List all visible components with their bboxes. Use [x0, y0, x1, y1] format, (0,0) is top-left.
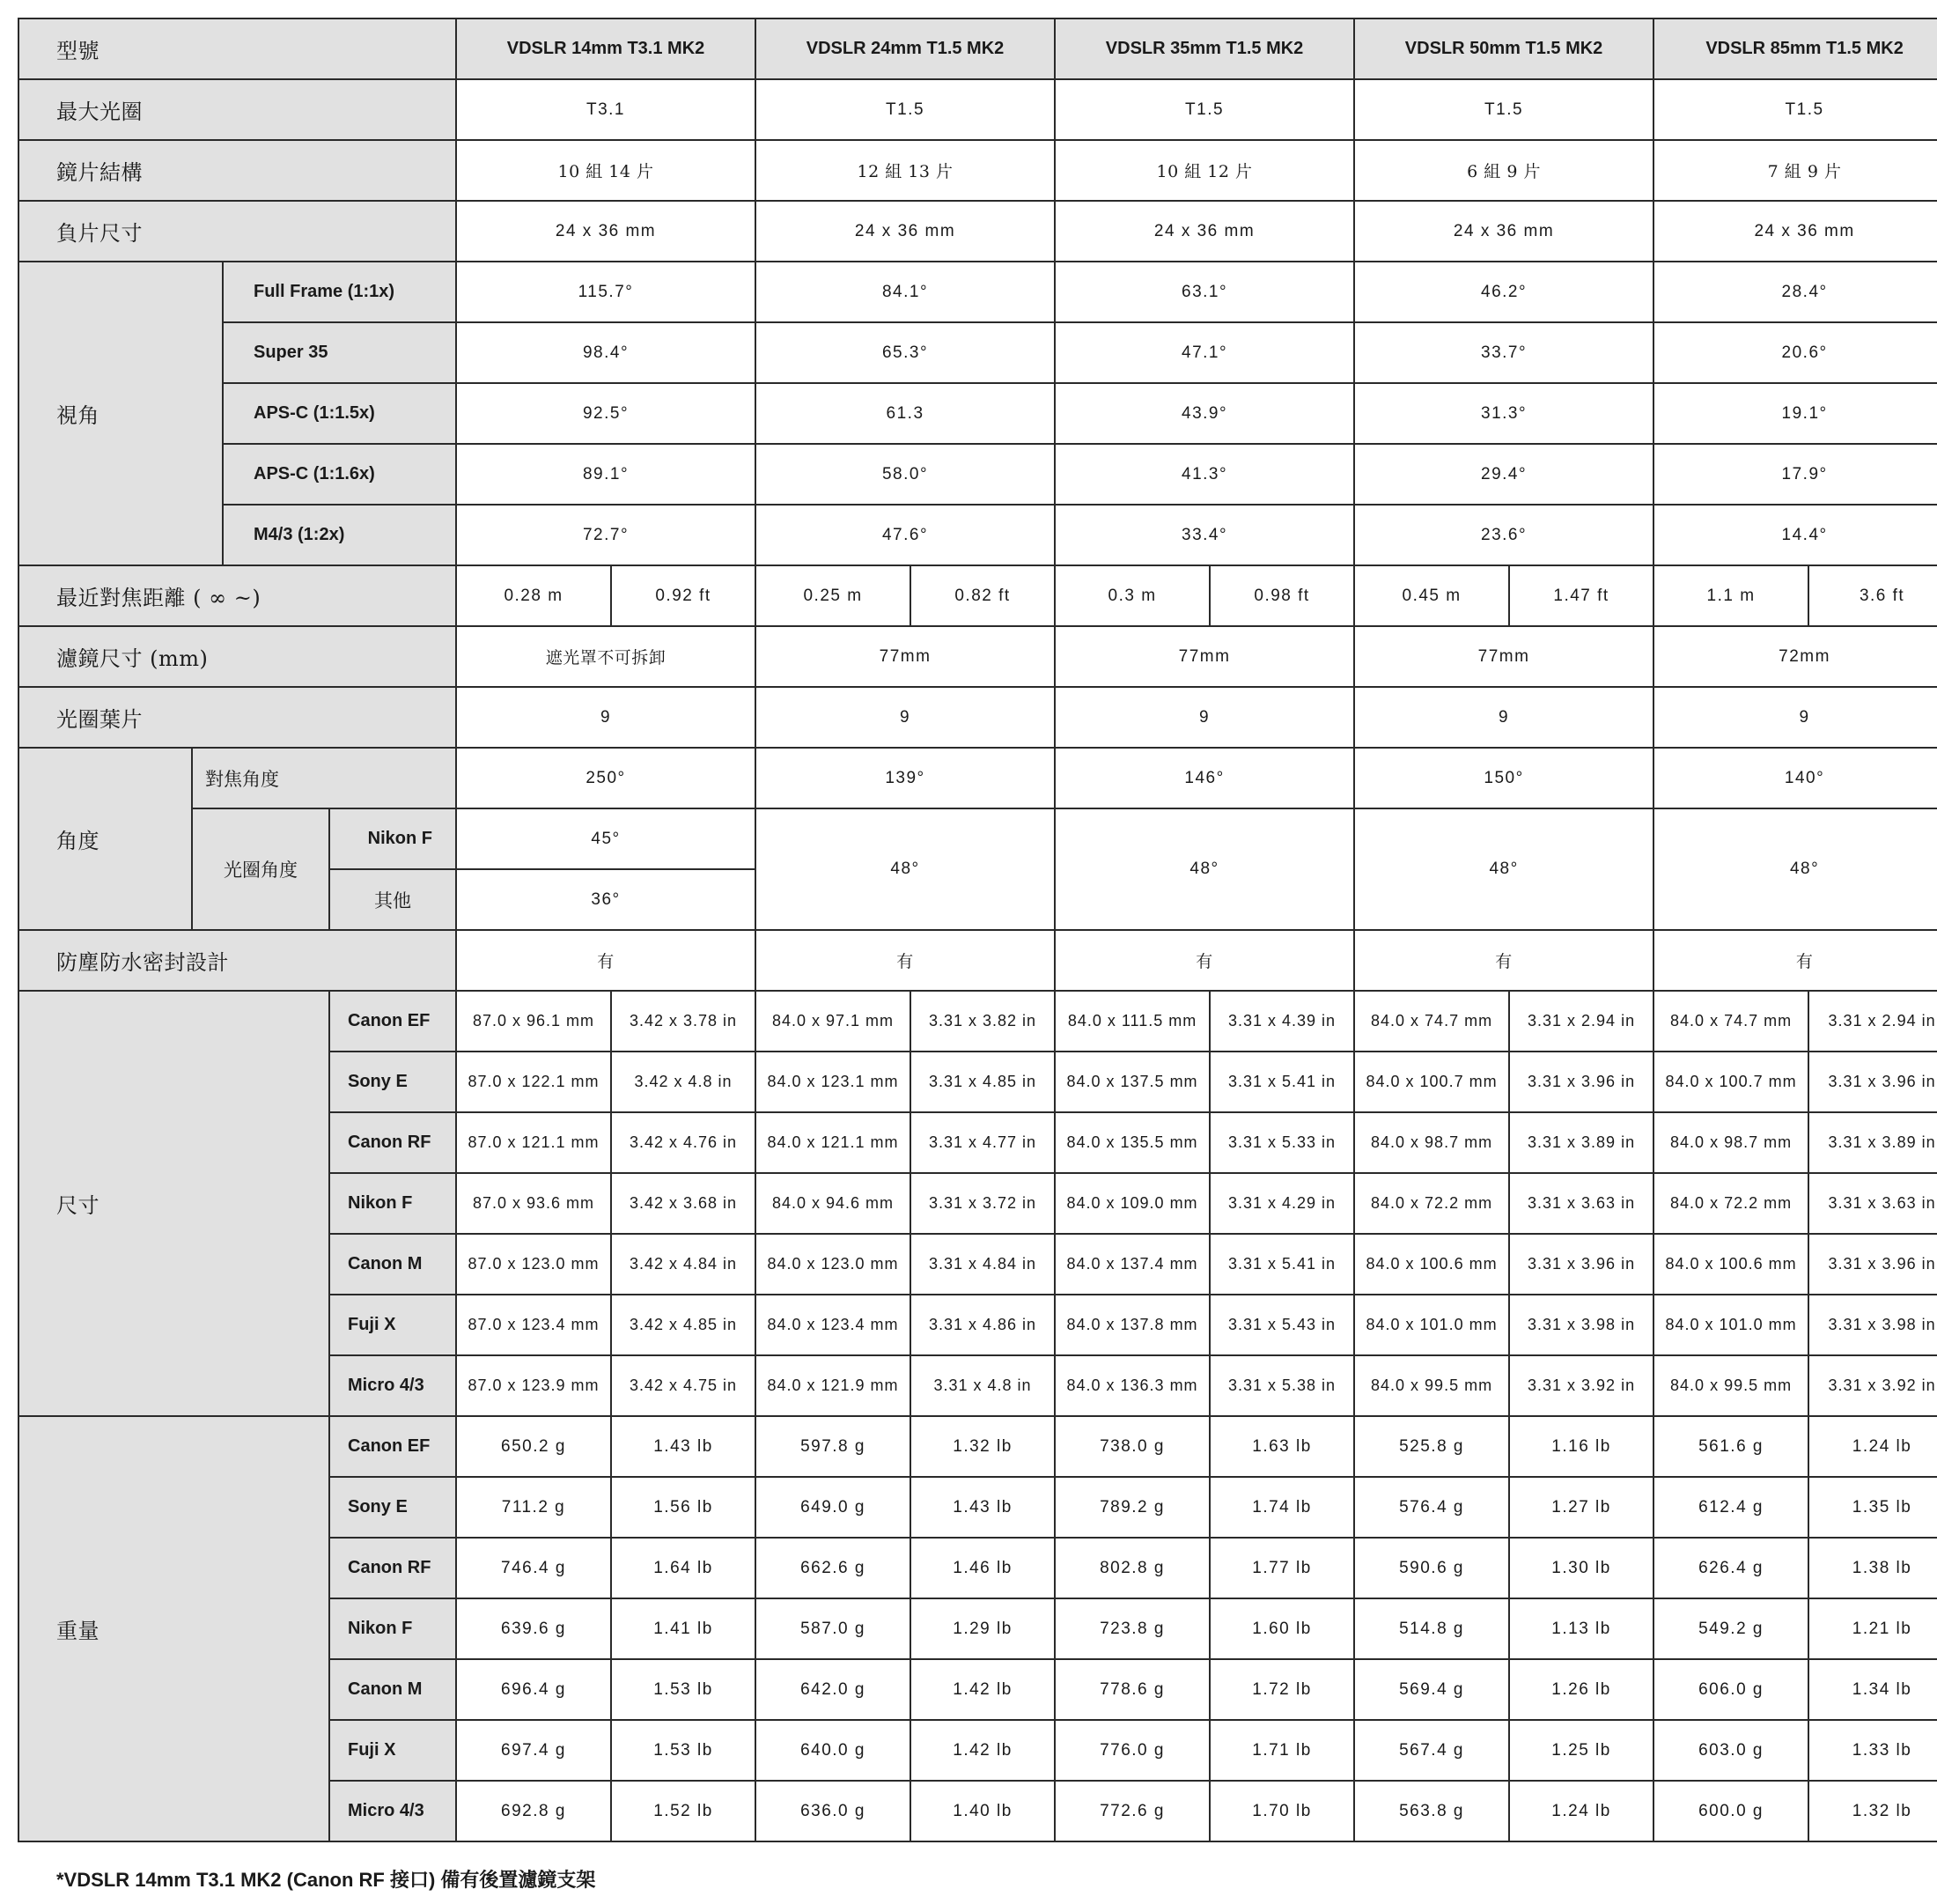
weight-imperial: 1.38 lb [1808, 1538, 1937, 1598]
mount-label: Fuji X [329, 1720, 456, 1781]
weight-metric: 626.4 g [1653, 1538, 1808, 1598]
angle-of-view-value: 47.1° [1055, 322, 1354, 383]
weather-sealing-row [18, 930, 1937, 991]
angle-of-view-label: 視角 [18, 262, 223, 565]
focus-rotation-label: 對焦角度 [192, 748, 456, 808]
dimension-metric: 84.0 x 137.5 mm [1055, 1052, 1210, 1112]
lens-construction-value: 10 組 14 片 [456, 140, 755, 201]
dimension-imperial: 3.31 x 3.89 in [1808, 1112, 1937, 1173]
image-format-value: 24 x 36 mm [1653, 201, 1937, 262]
angle-of-view-value: 92.5° [456, 383, 755, 444]
dimension-imperial: 3.31 x 3.96 in [1808, 1052, 1937, 1112]
weight-metric: 640.0 g [755, 1720, 910, 1781]
lens-construction-value: 10 組 12 片 [1055, 140, 1354, 201]
sensor-format-label: M4/3 (1:2x) [223, 505, 456, 565]
aperture-blades-value: 9 [1055, 687, 1354, 748]
dimension-metric: 84.0 x 100.7 mm [1653, 1052, 1808, 1112]
mount-label: Fuji X [329, 1295, 456, 1355]
angle-of-view-value: 58.0° [755, 444, 1055, 505]
aperture-blades-value: 9 [1653, 687, 1937, 748]
dimension-imperial: 3.31 x 3.63 in [1509, 1173, 1653, 1234]
dimension-imperial: 3.42 x 4.8 in [611, 1052, 755, 1112]
max-aperture-value: T1.5 [1354, 79, 1653, 140]
dimension-imperial: 3.31 x 3.98 in [1509, 1295, 1653, 1355]
weight-metric: 590.6 g [1354, 1538, 1509, 1598]
weight-metric: 697.4 g [456, 1720, 611, 1781]
weather-sealing-label: 防塵防水密封設計 [18, 930, 456, 991]
filter-size-value: 77mm [1055, 626, 1354, 687]
lens-construction-value: 7 組 9 片 [1653, 140, 1937, 201]
dimension-imperial: 3.42 x 4.76 in [611, 1112, 755, 1173]
dimension-imperial: 3.31 x 3.63 in [1808, 1173, 1937, 1234]
dimension-imperial: 3.31 x 4.86 in [910, 1295, 1055, 1355]
angle-of-view-value: 33.7° [1354, 322, 1653, 383]
dimension-metric: 84.0 x 99.5 mm [1354, 1355, 1509, 1416]
weight-label: 重量 [18, 1416, 329, 1841]
dimension-metric: 84.0 x 99.5 mm [1653, 1355, 1808, 1416]
iris-mount-nikon-label: Nikon F [329, 808, 456, 869]
dimension-imperial: 3.31 x 3.98 in [1808, 1295, 1937, 1355]
weight-imperial: 1.63 lb [1210, 1416, 1354, 1477]
weight-imperial: 1.53 lb [611, 1720, 755, 1781]
iris-rotation-value: 36° [456, 869, 755, 930]
dimension-imperial: 3.42 x 3.68 in [611, 1173, 755, 1234]
rotation-label: 角度 [18, 748, 192, 930]
mount-label: Nikon F [329, 1598, 456, 1659]
dimension-metric: 84.0 x 136.3 mm [1055, 1355, 1210, 1416]
image-format-value: 24 x 36 mm [1354, 201, 1653, 262]
image-format-row [18, 201, 1937, 262]
sensor-format-label: Super 35 [223, 322, 456, 383]
weight-metric: 711.2 g [456, 1477, 611, 1538]
footnote [56, 1865, 595, 1893]
max-aperture-value: T1.5 [1055, 79, 1354, 140]
dimension-metric: 84.0 x 111.5 mm [1055, 991, 1210, 1052]
dimension-metric: 84.0 x 135.5 mm [1055, 1112, 1210, 1173]
weight-imperial: 1.27 lb [1509, 1477, 1653, 1538]
mount-label: Canon EF [329, 1416, 456, 1477]
angle-of-view-value: 89.1° [456, 444, 755, 505]
image-format-value: 24 x 36 mm [1055, 201, 1354, 262]
sensor-format-label: Full Frame (1:1x) [223, 262, 456, 322]
weight-imperial: 1.72 lb [1210, 1659, 1354, 1720]
dimension-metric: 87.0 x 93.6 mm [456, 1173, 611, 1234]
mount-label: Sony E [329, 1052, 456, 1112]
dimension-imperial: 3.42 x 4.75 in [611, 1355, 755, 1416]
weight-metric: 600.0 g [1653, 1781, 1808, 1841]
mount-label: Canon RF [329, 1538, 456, 1598]
weight-metric: 650.2 g [456, 1416, 611, 1477]
dimension-metric: 84.0 x 137.8 mm [1055, 1295, 1210, 1355]
spec-table-body [18, 18, 1937, 1841]
image-format-value: 24 x 36 mm [755, 201, 1055, 262]
iris-rotation-label: 光圈角度 [192, 808, 329, 930]
angle-of-view-value: 41.3° [1055, 444, 1354, 505]
weight-metric: 561.6 g [1653, 1416, 1808, 1477]
iris-mount-other-label: 其他 [329, 869, 456, 930]
weight-metric: 597.8 g [755, 1416, 910, 1477]
spec-table [18, 18, 1937, 1842]
mount-label: Canon M [329, 1234, 456, 1295]
min-focus-imperial: 1.47 ft [1509, 565, 1653, 626]
weight-imperial: 1.26 lb [1509, 1659, 1653, 1720]
mount-label: Micro 4/3 [329, 1781, 456, 1841]
dimension-metric: 87.0 x 96.1 mm [456, 991, 611, 1052]
image-format-label: 負片尺寸 [18, 201, 456, 262]
model-name: VDSLR 14mm T3.1 MK2 [456, 18, 755, 79]
dimension-imperial: 3.31 x 4.84 in [910, 1234, 1055, 1295]
weight-imperial: 1.24 lb [1808, 1416, 1937, 1477]
dimension-metric: 84.0 x 100.7 mm [1354, 1052, 1509, 1112]
min-focus-label: 最近對焦距離 ( ∞ ~) [18, 565, 456, 626]
mount-label: Canon EF [329, 991, 456, 1052]
dimension-imperial: 3.31 x 3.82 in [910, 991, 1055, 1052]
weather-sealing-value: 有 [456, 930, 755, 991]
angle-of-view-value: 28.4° [1653, 262, 1937, 322]
weight-metric: 606.0 g [1653, 1659, 1808, 1720]
weather-sealing-value: 有 [1354, 930, 1653, 991]
aperture-blades-label: 光圈葉片 [18, 687, 456, 748]
weight-metric: 723.8 g [1055, 1598, 1210, 1659]
footnote-text-close: ) [428, 1869, 441, 1891]
dimension-imperial: 3.31 x 5.41 in [1210, 1234, 1354, 1295]
max-aperture-value: T3.1 [456, 79, 755, 140]
model-name: VDSLR 35mm T1.5 MK2 [1055, 18, 1354, 79]
weight-imperial: 1.29 lb [910, 1598, 1055, 1659]
filter-size-value: 77mm [1354, 626, 1653, 687]
model-name: VDSLR 24mm T1.5 MK2 [755, 18, 1055, 79]
lens-construction-row [18, 140, 1937, 201]
angle-of-view-row [18, 322, 1937, 383]
dimension-metric: 84.0 x 97.1 mm [755, 991, 910, 1052]
aperture-blades-value: 9 [1354, 687, 1653, 748]
header-row [18, 18, 1937, 79]
weight-imperial: 1.21 lb [1808, 1598, 1937, 1659]
iris-rotation-value: 48° [755, 808, 1055, 930]
angle-of-view-value: 47.6° [755, 505, 1055, 565]
dimension-metric: 84.0 x 94.6 mm [755, 1173, 910, 1234]
mount-label: Canon RF [329, 1112, 456, 1173]
min-focus-metric: 0.3 m [1055, 565, 1210, 626]
weight-imperial: 1.34 lb [1808, 1659, 1937, 1720]
dimension-imperial: 3.31 x 3.96 in [1509, 1234, 1653, 1295]
dimension-imperial: 3.31 x 2.94 in [1808, 991, 1937, 1052]
angle-of-view-row [18, 262, 1937, 322]
weight-imperial: 1.16 lb [1509, 1416, 1653, 1477]
angle-of-view-value: 84.1° [755, 262, 1055, 322]
dimension-metric: 84.0 x 123.1 mm [755, 1052, 910, 1112]
dimension-imperial: 3.31 x 4.77 in [910, 1112, 1055, 1173]
iris-rotation-value: 48° [1055, 808, 1354, 930]
weight-imperial: 1.41 lb [611, 1598, 755, 1659]
dimension-metric: 84.0 x 121.1 mm [755, 1112, 910, 1173]
weight-imperial: 1.35 lb [1808, 1477, 1937, 1538]
weight-metric: 692.8 g [456, 1781, 611, 1841]
iris-rotation-value: 45° [456, 808, 755, 869]
angle-of-view-value: 17.9° [1653, 444, 1937, 505]
weight-imperial: 1.40 lb [910, 1781, 1055, 1841]
focus-rotation-row [18, 748, 1937, 808]
aperture-blades-value: 9 [755, 687, 1055, 748]
filter-size-value: 遮光罩不可拆卸 [456, 626, 755, 687]
weight-imperial: 1.71 lb [1210, 1720, 1354, 1781]
model-label: 型號 [18, 18, 456, 79]
filter-size-value: 77mm [755, 626, 1055, 687]
weight-metric: 802.8 g [1055, 1538, 1210, 1598]
angle-of-view-value: 19.1° [1653, 383, 1937, 444]
dimension-imperial: 3.31 x 3.89 in [1509, 1112, 1653, 1173]
iris-rotation-value: 48° [1354, 808, 1653, 930]
weight-metric: 514.8 g [1354, 1598, 1509, 1659]
weight-imperial: 1.30 lb [1509, 1538, 1653, 1598]
weight-imperial: 1.24 lb [1509, 1781, 1653, 1841]
sensor-format-label: APS-C (1:1.6x) [223, 444, 456, 505]
max-aperture-label: 最大光圈 [18, 79, 456, 140]
min-focus-metric: 0.45 m [1354, 565, 1509, 626]
angle-of-view-value: 31.3° [1354, 383, 1653, 444]
angle-of-view-row [18, 444, 1937, 505]
weather-sealing-value: 有 [1653, 930, 1937, 991]
weight-imperial: 1.46 lb [910, 1538, 1055, 1598]
angle-of-view-value: 115.7° [456, 262, 755, 322]
dimension-metric: 87.0 x 121.1 mm [456, 1112, 611, 1173]
weight-imperial: 1.74 lb [1210, 1477, 1354, 1538]
dimension-imperial: 3.31 x 5.33 in [1210, 1112, 1354, 1173]
dimension-metric: 84.0 x 98.7 mm [1653, 1112, 1808, 1173]
min-focus-metric: 0.28 m [456, 565, 611, 626]
angle-of-view-value: 65.3° [755, 322, 1055, 383]
weight-metric: 639.6 g [456, 1598, 611, 1659]
dimension-metric: 84.0 x 123.0 mm [755, 1234, 910, 1295]
dimension-metric: 87.0 x 122.1 mm [456, 1052, 611, 1112]
aperture-blades-value: 9 [456, 687, 755, 748]
weight-metric: 662.6 g [755, 1538, 910, 1598]
dimension-imperial: 3.31 x 5.43 in [1210, 1295, 1354, 1355]
angle-of-view-value: 98.4° [456, 322, 755, 383]
footnote-text-cjk: 接口 [389, 1869, 429, 1892]
weight-imperial: 1.42 lb [910, 1720, 1055, 1781]
weather-sealing-value: 有 [1055, 930, 1354, 991]
filter-size-label: 濾鏡尺寸 (mm) [18, 626, 456, 687]
weight-metric: 567.4 g [1354, 1720, 1509, 1781]
weight-metric: 603.0 g [1653, 1720, 1808, 1781]
weight-metric: 576.4 g [1354, 1477, 1509, 1538]
min-focus-imperial: 0.82 ft [910, 565, 1055, 626]
dimension-metric: 84.0 x 100.6 mm [1354, 1234, 1509, 1295]
weight-imperial: 1.32 lb [1808, 1781, 1937, 1841]
dimension-imperial: 3.31 x 5.38 in [1210, 1355, 1354, 1416]
min-focus-imperial: 0.98 ft [1210, 565, 1354, 626]
dimension-metric: 84.0 x 121.9 mm [755, 1355, 910, 1416]
dimension-metric: 87.0 x 123.4 mm [456, 1295, 611, 1355]
dimension-metric: 84.0 x 72.2 mm [1653, 1173, 1808, 1234]
mount-label: Canon M [329, 1659, 456, 1720]
min-focus-metric: 1.1 m [1653, 565, 1808, 626]
lens-construction-value: 12 組 13 片 [755, 140, 1055, 201]
model-name: VDSLR 50mm T1.5 MK2 [1354, 18, 1653, 79]
footnote-text: *VDSLR 14mm T3.1 MK2 (Canon RF [56, 1869, 390, 1891]
weather-sealing-value: 有 [755, 930, 1055, 991]
weight-metric: 772.6 g [1055, 1781, 1210, 1841]
dimension-imperial: 3.31 x 4.8 in [910, 1355, 1055, 1416]
weight-imperial: 1.77 lb [1210, 1538, 1354, 1598]
max-aperture-value: T1.5 [755, 79, 1055, 140]
dimensions-row [18, 991, 1937, 1052]
filter-size-value: 72mm [1653, 626, 1937, 687]
dimension-metric: 84.0 x 98.7 mm [1354, 1112, 1509, 1173]
dimension-imperial: 3.31 x 5.41 in [1210, 1052, 1354, 1112]
angle-of-view-value: 29.4° [1354, 444, 1653, 505]
angle-of-view-value: 23.6° [1354, 505, 1653, 565]
angle-of-view-value: 14.4° [1653, 505, 1937, 565]
lens-construction-value: 6 組 9 片 [1354, 140, 1653, 201]
dimensions-label: 尺寸 [18, 991, 329, 1416]
dimension-metric: 87.0 x 123.9 mm [456, 1355, 611, 1416]
angle-of-view-value: 46.2° [1354, 262, 1653, 322]
weight-metric: 636.0 g [755, 1781, 910, 1841]
dimension-imperial: 3.31 x 3.92 in [1808, 1355, 1937, 1416]
dimension-imperial: 3.31 x 2.94 in [1509, 991, 1653, 1052]
weight-metric: 525.8 g [1354, 1416, 1509, 1477]
iris-rotation-value: 48° [1653, 808, 1937, 930]
weight-imperial: 1.32 lb [910, 1416, 1055, 1477]
angle-of-view-row [18, 383, 1937, 444]
max-aperture-value: T1.5 [1653, 79, 1937, 140]
dimension-metric: 84.0 x 100.6 mm [1653, 1234, 1808, 1295]
weight-metric: 549.2 g [1653, 1598, 1808, 1659]
mount-label: Sony E [329, 1477, 456, 1538]
angle-of-view-value: 72.7° [456, 505, 755, 565]
angle-of-view-value: 43.9° [1055, 383, 1354, 444]
min-focus-imperial: 3.6 ft [1808, 565, 1937, 626]
weight-imperial: 1.56 lb [611, 1477, 755, 1538]
weight-metric: 738.0 g [1055, 1416, 1210, 1477]
weight-metric: 746.4 g [456, 1538, 611, 1598]
iris-rotation-row [18, 808, 1937, 869]
filter-size-row [18, 626, 1937, 687]
dimension-imperial: 3.42 x 4.85 in [611, 1295, 755, 1355]
angle-of-view-value: 20.6° [1653, 322, 1937, 383]
footnote-text-cjk-2: 備有後置濾鏡支架 [440, 1869, 596, 1892]
weight-imperial: 1.33 lb [1808, 1720, 1937, 1781]
image-format-value: 24 x 36 mm [456, 201, 755, 262]
weight-metric: 587.0 g [755, 1598, 910, 1659]
min-focus-imperial: 0.92 ft [611, 565, 755, 626]
weight-imperial: 1.43 lb [611, 1416, 755, 1477]
focus-rotation-value: 139° [755, 748, 1055, 808]
model-name: VDSLR 85mm T1.5 MK2 [1653, 18, 1937, 79]
lens-construction-label: 鏡片結構 [18, 140, 456, 201]
focus-rotation-value: 150° [1354, 748, 1653, 808]
sensor-format-label: APS-C (1:1.5x) [223, 383, 456, 444]
weight-metric: 612.4 g [1653, 1477, 1808, 1538]
weight-imperial: 1.64 lb [611, 1538, 755, 1598]
dimension-imperial: 3.42 x 3.78 in [611, 991, 755, 1052]
weight-metric: 696.4 g [456, 1659, 611, 1720]
weight-metric: 789.2 g [1055, 1477, 1210, 1538]
weight-imperial: 1.13 lb [1509, 1598, 1653, 1659]
angle-of-view-row [18, 505, 1937, 565]
dimension-imperial: 3.31 x 3.96 in [1509, 1052, 1653, 1112]
aperture-blades-row [18, 687, 1937, 748]
dimension-metric: 84.0 x 72.2 mm [1354, 1173, 1509, 1234]
dimension-metric: 84.0 x 74.7 mm [1653, 991, 1808, 1052]
min-focus-row [18, 565, 1937, 626]
dimension-imperial: 3.31 x 3.96 in [1808, 1234, 1937, 1295]
weight-metric: 642.0 g [755, 1659, 910, 1720]
angle-of-view-value: 61.3 [755, 383, 1055, 444]
weight-metric: 649.0 g [755, 1477, 910, 1538]
max-aperture-row [18, 79, 1937, 140]
weight-imperial: 1.60 lb [1210, 1598, 1354, 1659]
dimension-imperial: 3.31 x 4.39 in [1210, 991, 1354, 1052]
min-focus-metric: 0.25 m [755, 565, 910, 626]
dimension-imperial: 3.31 x 3.92 in [1509, 1355, 1653, 1416]
dimension-metric: 84.0 x 101.0 mm [1653, 1295, 1808, 1355]
focus-rotation-value: 146° [1055, 748, 1354, 808]
dimension-metric: 84.0 x 123.4 mm [755, 1295, 910, 1355]
weight-imperial: 1.25 lb [1509, 1720, 1653, 1781]
dimension-imperial: 3.31 x 4.29 in [1210, 1173, 1354, 1234]
angle-of-view-value: 63.1° [1055, 262, 1354, 322]
dimension-metric: 84.0 x 109.0 mm [1055, 1173, 1210, 1234]
dimension-imperial: 3.31 x 4.85 in [910, 1052, 1055, 1112]
mount-label: Nikon F [329, 1173, 456, 1234]
weight-metric: 778.6 g [1055, 1659, 1210, 1720]
dimension-imperial: 3.31 x 3.72 in [910, 1173, 1055, 1234]
weight-imperial: 1.53 lb [611, 1659, 755, 1720]
weight-imperial: 1.52 lb [611, 1781, 755, 1841]
mount-label: Micro 4/3 [329, 1355, 456, 1416]
focus-rotation-value: 250° [456, 748, 755, 808]
dimension-imperial: 3.42 x 4.84 in [611, 1234, 755, 1295]
weight-imperial: 1.43 lb [910, 1477, 1055, 1538]
dimension-metric: 87.0 x 123.0 mm [456, 1234, 611, 1295]
dimension-metric: 84.0 x 101.0 mm [1354, 1295, 1509, 1355]
angle-of-view-value: 33.4° [1055, 505, 1354, 565]
dimension-metric: 84.0 x 74.7 mm [1354, 991, 1509, 1052]
focus-rotation-value: 140° [1653, 748, 1937, 808]
weight-imperial: 1.70 lb [1210, 1781, 1354, 1841]
weight-imperial: 1.42 lb [910, 1659, 1055, 1720]
weight-metric: 563.8 g [1354, 1781, 1509, 1841]
weight-metric: 569.4 g [1354, 1659, 1509, 1720]
dimension-metric: 84.0 x 137.4 mm [1055, 1234, 1210, 1295]
weight-row [18, 1416, 1937, 1477]
weight-metric: 776.0 g [1055, 1720, 1210, 1781]
